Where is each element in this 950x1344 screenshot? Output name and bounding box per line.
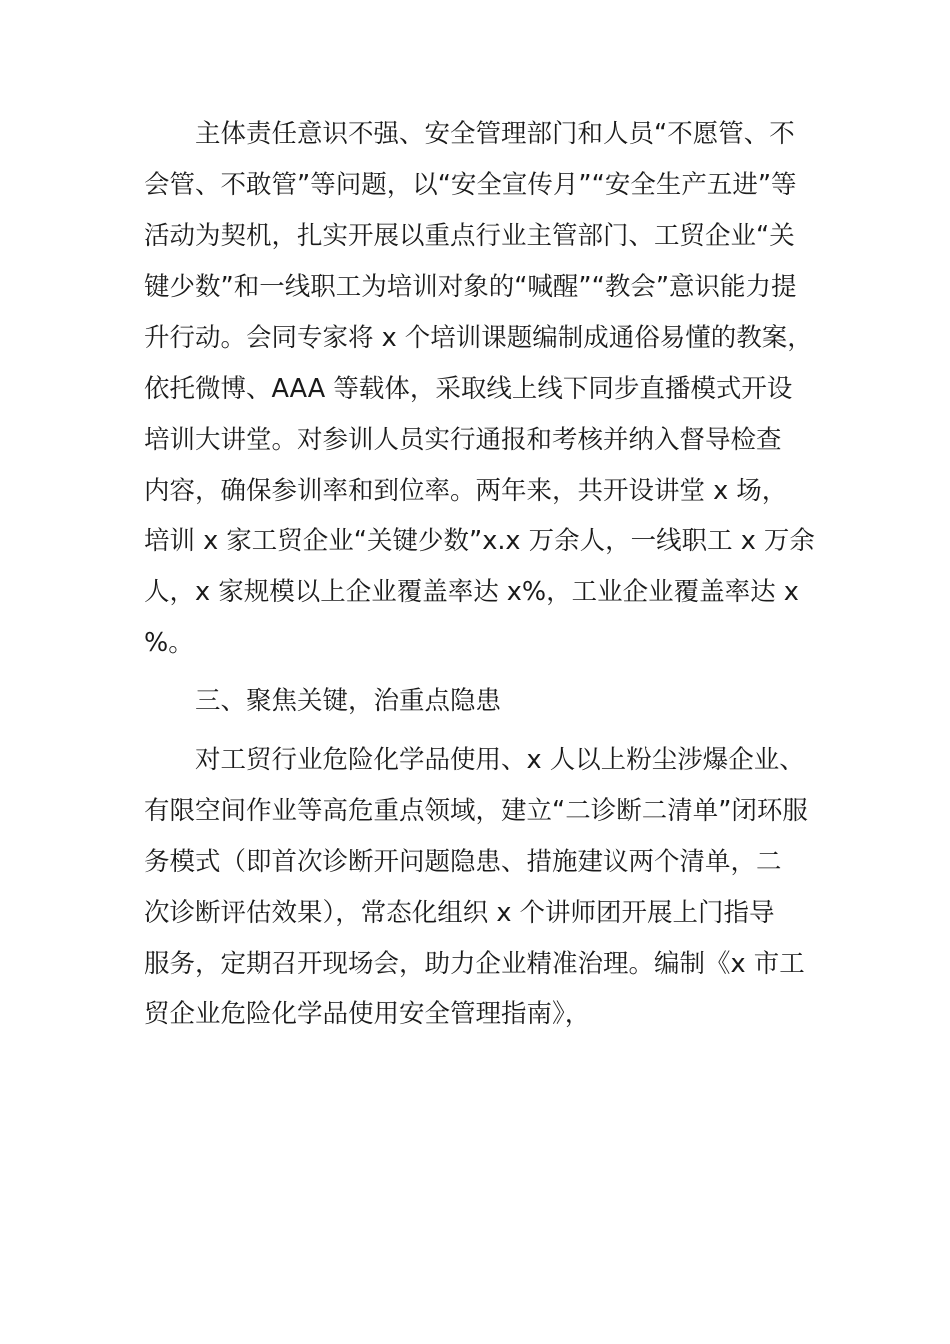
text-line: 培训 x 家工贸企业“关键少数”x.x 万余人，一线职工 x 万余 [144, 526, 815, 556]
text-line: 务模式（即首次诊断开问题隐患、措施建议两个清单，二 [144, 847, 782, 877]
text-line: 服务，定期召开现场会，助力企业精准治理。编制《x 市工 [144, 949, 805, 979]
section-heading: 三、聚焦关键，治重点隐患 [195, 686, 502, 716]
text-line: 升行动。会同专家将 x 个培训课题编制成通俗易懂的教案， [144, 323, 813, 353]
text-line: 对工贸行业危险化学品使用、x 人以上粉尘涉爆企业、 [195, 745, 805, 775]
text-line: 主体责任意识不强、安全管理部门和人员“不愿管、不 [195, 119, 795, 149]
text-line: 有限空间作业等高危重点领域，建立“二诊断二清单”闭环服 [144, 796, 808, 826]
text-line: 培训大讲堂。对参训人员实行通报和考核并纳入督导检查 [144, 425, 782, 455]
text-line: %。 [144, 628, 194, 658]
text-line: 依托微博、AAA 等载体，采取线上线下同步直播模式开设 [144, 374, 793, 404]
text-line: 贸企业危险化学品使用安全管理指南》， [144, 999, 591, 1029]
text-line: 活动为契机，扎实开展以重点行业主管部门、工贸企业“关 [144, 221, 795, 251]
text-line: 内容，确保参训率和到位率。两年来，共开设讲堂 x 场， [144, 476, 788, 506]
text-line: 次诊断评估效果），常态化组织 x 个讲师团开展上门指导 [144, 898, 775, 928]
text-line: 人，x 家规模以上企业覆盖率达 x%，工业企业覆盖率达 x [144, 577, 799, 607]
text-line: 键少数”和一线职工为培训对象的“喊醒”“教会”意识能力提 [144, 272, 797, 302]
text-line: 会管、不敢管”等问题，以“安全宣传月”“安全生产五进”等 [144, 170, 797, 200]
